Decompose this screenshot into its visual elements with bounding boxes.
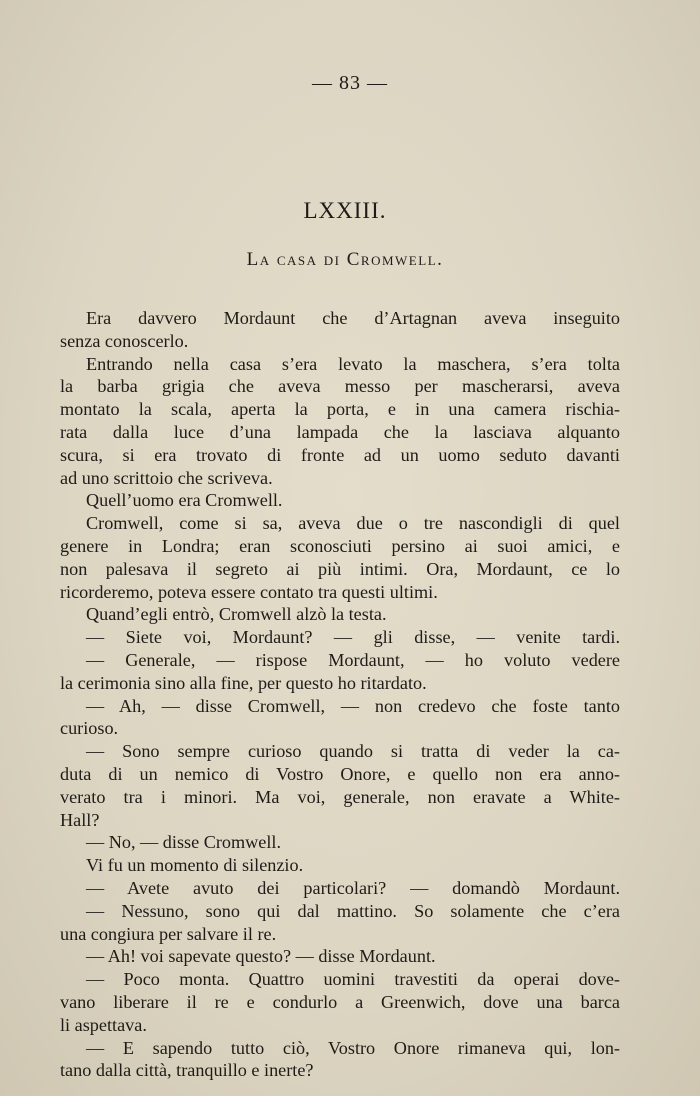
text-line: Cromwell, come si sa, aveva due o tre nascondigli di quel: [86, 513, 620, 534]
text-line: — Sono sempre curioso quando si tratta di veder la ca-: [86, 741, 620, 762]
text-line: — Siete voi, Mordaunt? — gli disse, — venite tardi.: [86, 627, 620, 648]
text-line: montato la scala, aperta la porta, e in una camera rischia-: [60, 399, 620, 420]
text-line: verato tra i minori. Ma voi, generale, non eravate a White-: [60, 786, 620, 807]
text-line: la barba grigia che aveva messo per mascherarsi, aveva: [60, 376, 620, 397]
text-line: tano dalla città, tranquillo e inerte?: [60, 1060, 314, 1081]
text-line: — Avete avuto dei particolari? — domandò Mordaunt.: [86, 877, 620, 898]
text-line: Entrando nella casa s’era levato la maschera, s’era tolta: [86, 353, 620, 374]
text-line: Hall?: [60, 809, 100, 830]
text-line: — Nessuno, sono qui dal mattino. So solamente che c’era: [86, 900, 620, 921]
text-line: senza conoscerlo.: [60, 330, 189, 351]
page-number: — 83 —: [312, 72, 388, 94]
text-line: — Ah! voi sapevate questo? — disse Mordaunt.: [86, 946, 436, 967]
text-line: — E sapendo tutto ciò, Vostro Onore rimaneva qui, lon-: [86, 1037, 620, 1058]
text-line: ricorderemo, poteva essere contato tra questi ultimi.: [60, 581, 438, 602]
text-line: scura, si era trovato di fronte ad un uomo seduto davanti: [60, 444, 620, 465]
text-line: Era davvero Mordaunt che d’Artagnan aveva inseguito: [86, 308, 620, 328]
text-line: vano liberare il re e condurlo a Greenwich, dove una barca: [60, 991, 620, 1012]
text-line: li aspettava.: [60, 1014, 147, 1035]
text-line: duta di un nemico di Vostro Onore, e quello non era anno-: [60, 763, 620, 784]
text-line: — Poco monta. Quattro uomini travestiti da operai dove-: [86, 969, 620, 990]
body-text: [60, 307, 620, 1082]
text-line: Vi fu un momento di silenzio.: [86, 855, 304, 876]
text-line: genere in Londra; eran sconosciuti persino ai suoi amici, e: [60, 535, 620, 556]
text-line: Quand’egli entrò, Cromwell alzò la testa.: [86, 604, 387, 625]
text-line: — Ah, — disse Cromwell, — non credevo che foste tanto: [86, 695, 620, 716]
text-line: Quell’uomo era Cromwell.: [86, 490, 283, 511]
chapter-title: La casa di Cromwell.: [246, 249, 444, 270]
text-line: — No, — disse Cromwell.: [86, 832, 282, 853]
text-line: rata dalla luce d’una lampada che la lasciava alquanto: [60, 421, 620, 442]
text-line: la cerimonia sino alla fine, per questo ho ritardato.: [60, 672, 427, 693]
chapter-number: LXXIII.: [303, 198, 387, 223]
text-line: — Generale, — rispose Mordaunt, — ho voluto vedere: [86, 649, 620, 670]
text-line: curioso.: [60, 718, 119, 739]
text-line: non palesava il segreto ai più intimi. Ora, Mordaunt, ce lo: [60, 558, 620, 579]
text-line: ad uno scrittoio che scriveva.: [60, 467, 273, 488]
text-line: una congiura per salvare il re.: [60, 923, 277, 944]
